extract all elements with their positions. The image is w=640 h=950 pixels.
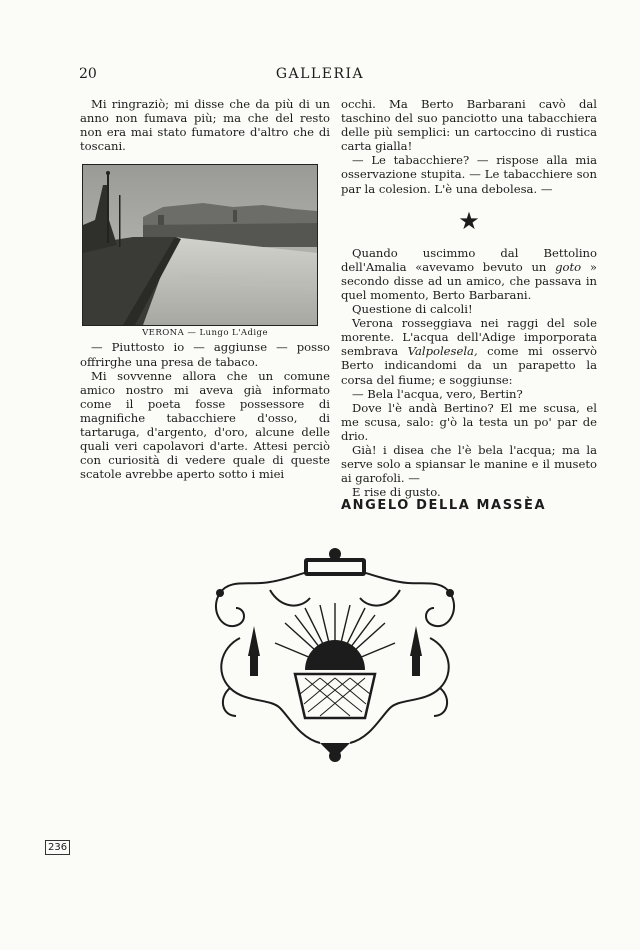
paragraph: Dove l'è andà Bertino? El me scusa, el me scusa, salo: g'ò la testa un po' par de drio. xyxy=(341,400,597,443)
emphasis: Valpolesela, xyxy=(407,344,478,359)
paragraph: Mi sovvenne allora che un comune amico nostro mi aveva già informato come il poeta fosse possessore di magnifiche tabacchiere d'osso, di tartaruga, d'argento, d'oro, alcune delle quali veri capolavori d'arte. Attesi perciò con curiosità di vedere quale di queste scatole avrebbe aperto sotto i miei xyxy=(80,368,330,482)
paragraph xyxy=(341,246,597,302)
emphasis: goto xyxy=(555,259,582,274)
paragraph: — Le tabacchiere? — rispose alla mia osservazione stupita. — Le tabacchiere son par la colesion. L'è una debolesa. — xyxy=(341,153,597,196)
decorative-ornament xyxy=(200,548,470,768)
page-number: 20 xyxy=(79,66,97,82)
photo-caption: VERONA — Lungo L'Adige xyxy=(142,328,268,339)
paragraph xyxy=(341,316,597,386)
right-column xyxy=(341,97,597,513)
left-column xyxy=(80,97,330,481)
author-signature: ANGELO DELLA MASSÈA xyxy=(341,498,547,514)
running-head: GALLERIA xyxy=(275,66,365,82)
paragraph: Questione di calcoli! xyxy=(352,302,473,317)
paragraph: — Bela l'acqua, vero, Bertin? xyxy=(352,386,523,401)
paragraph: Mi ringraziò; mi disse che da più di un anno non fumava più; ma che del resto non era mai stato fumatore d'altro che di toscani. xyxy=(80,97,330,154)
star-separator: ★ xyxy=(458,206,480,235)
folio-number: 236 xyxy=(45,840,70,855)
paragraph: Già! i disea che l'è bela l'acqua; ma la serve solo a spiansar le manine e il museto ai garofoli. — xyxy=(341,442,597,486)
text-run: » secondo disse ad un amico, che passava in quel momento, Berto Barbarani. xyxy=(341,259,597,302)
paragraph: — Piuttosto io — aggiunse — posso offrirghe una presa de tabaco. xyxy=(80,340,330,369)
paragraph: occhi. Ma Berto Barbarani cavò dal taschino del suo panciotto una tabacchiera delle più semplici: un cartoccino di rustica carta gialla! xyxy=(341,97,597,154)
text-run: Verona rosseggiava nei raggi del sole morente. L'acqua dell'Adige imporporata sembrava xyxy=(341,316,597,359)
text-run: come mi osservò Berto indicandomi da un parapetto la corsa del fiume; e soggiunse: xyxy=(341,344,597,387)
photo-verona-adige xyxy=(82,164,318,326)
photo-image xyxy=(83,165,317,325)
text-run: Quando uscimmo dal Bettolino dell'Amalia «avevamo bevuto un xyxy=(341,245,597,274)
paragraph: E rise di gusto. xyxy=(352,485,441,500)
